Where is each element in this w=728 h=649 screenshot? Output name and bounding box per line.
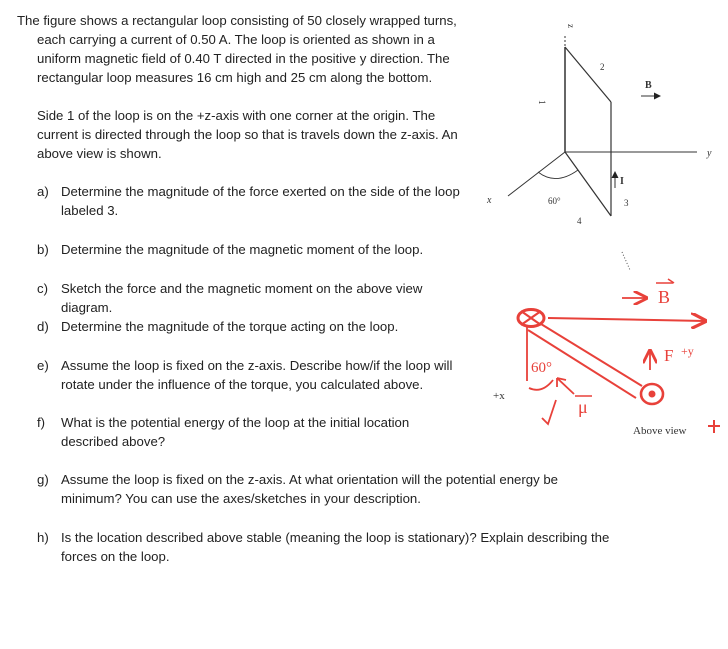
question-text: forces on the loop. bbox=[61, 549, 170, 564]
y-axis-label: y bbox=[707, 148, 712, 159]
moment-label: μ bbox=[578, 397, 588, 417]
question-label: f) bbox=[37, 415, 46, 430]
loop-3d-figure bbox=[486, 24, 712, 270]
y-axis-sketch bbox=[548, 318, 705, 321]
question-label: e) bbox=[37, 358, 49, 373]
question-label: d) bbox=[37, 319, 49, 334]
above-view-caption: Above view bbox=[633, 425, 687, 437]
force-label: F bbox=[664, 346, 674, 365]
angle-arc bbox=[538, 170, 578, 179]
side-3-label: 3 bbox=[624, 198, 629, 208]
question-label: g) bbox=[37, 472, 49, 487]
intro-line: The figure shows a rectangular loop consisting of 50 closely wrapped turns, bbox=[17, 13, 457, 28]
side-4-label: 4 bbox=[577, 216, 582, 226]
torque-mark bbox=[542, 400, 556, 424]
z-axis-label: z bbox=[566, 24, 576, 28]
x-axis bbox=[508, 152, 565, 196]
setup-line: Side 1 of the loop is on the +z-axis with one corner at the origin. The bbox=[37, 108, 436, 123]
force-direction-label: +y bbox=[681, 344, 694, 358]
question-label: b) bbox=[37, 242, 49, 257]
side-2-label: 2 bbox=[600, 62, 605, 72]
loop-edge-upper bbox=[541, 324, 642, 386]
question-text: Determine the magnitude of the magnetic moment of the loop. bbox=[61, 242, 424, 257]
question-text: Assume the loop is fixed on the z-axis. Describe how/if the loop will bbox=[61, 358, 453, 373]
angle-label-sketch: 60° bbox=[531, 360, 552, 376]
question-text: rotate under the influence of the torque, you calculated above. bbox=[61, 377, 424, 392]
question-label: a) bbox=[37, 184, 49, 199]
question-text: Determine the magnitude of the torque acting on the loop. bbox=[61, 319, 399, 334]
x-axis-label: x bbox=[487, 195, 492, 206]
question-label: c) bbox=[37, 281, 48, 296]
question-text: diagram. bbox=[61, 300, 113, 315]
side-1-label: 1 bbox=[537, 100, 547, 105]
angle-label: 60° bbox=[548, 196, 561, 206]
question-text: described above? bbox=[61, 434, 166, 449]
loop-side-4 bbox=[565, 152, 611, 216]
setup-line: current is directed through the loop so that is travels down the z-axis. An bbox=[37, 127, 458, 142]
intro-line: uniform magnetic field of 0.40 T directed in the positive y direction. The bbox=[37, 51, 450, 66]
setup-line: above view is shown. bbox=[37, 146, 162, 161]
b-field-label: B bbox=[645, 80, 652, 91]
question-text: Determine the magnitude of the force exerted on the side of the loop bbox=[61, 184, 460, 199]
question-text: Assume the loop is fixed on the z-axis. At what orientation will the potential energy be bbox=[61, 472, 559, 487]
question-text: Sketch the force and the magnetic moment on the above view bbox=[61, 281, 423, 296]
current-out-dot bbox=[649, 391, 656, 398]
question-label: h) bbox=[37, 530, 49, 545]
current-label: I bbox=[620, 176, 624, 187]
intro-line: rectangular loop measures 16 cm high and 25 cm along the bottom. bbox=[37, 70, 433, 85]
intro-line: each carrying a current of 0.50 A. The loop is oriented as shown in a bbox=[37, 32, 435, 47]
question-text: labeled 3. bbox=[61, 203, 119, 218]
above-view-sketch bbox=[493, 279, 720, 437]
loop-side-2 bbox=[565, 47, 611, 102]
question-text: Is the location described above stable (meaning the loop is stationary)? Explain describing the bbox=[61, 530, 610, 545]
dotted-extension bbox=[622, 252, 630, 270]
b-field-label-sketch: B bbox=[658, 287, 671, 307]
question-text: minimum? You can use the axes/sketches in your description. bbox=[61, 491, 421, 506]
x-axis-label-sketch: +x bbox=[493, 390, 505, 402]
question-text: What is the potential energy of the loop at the initial location bbox=[61, 415, 410, 430]
angle-arc-sketch bbox=[529, 380, 553, 390]
